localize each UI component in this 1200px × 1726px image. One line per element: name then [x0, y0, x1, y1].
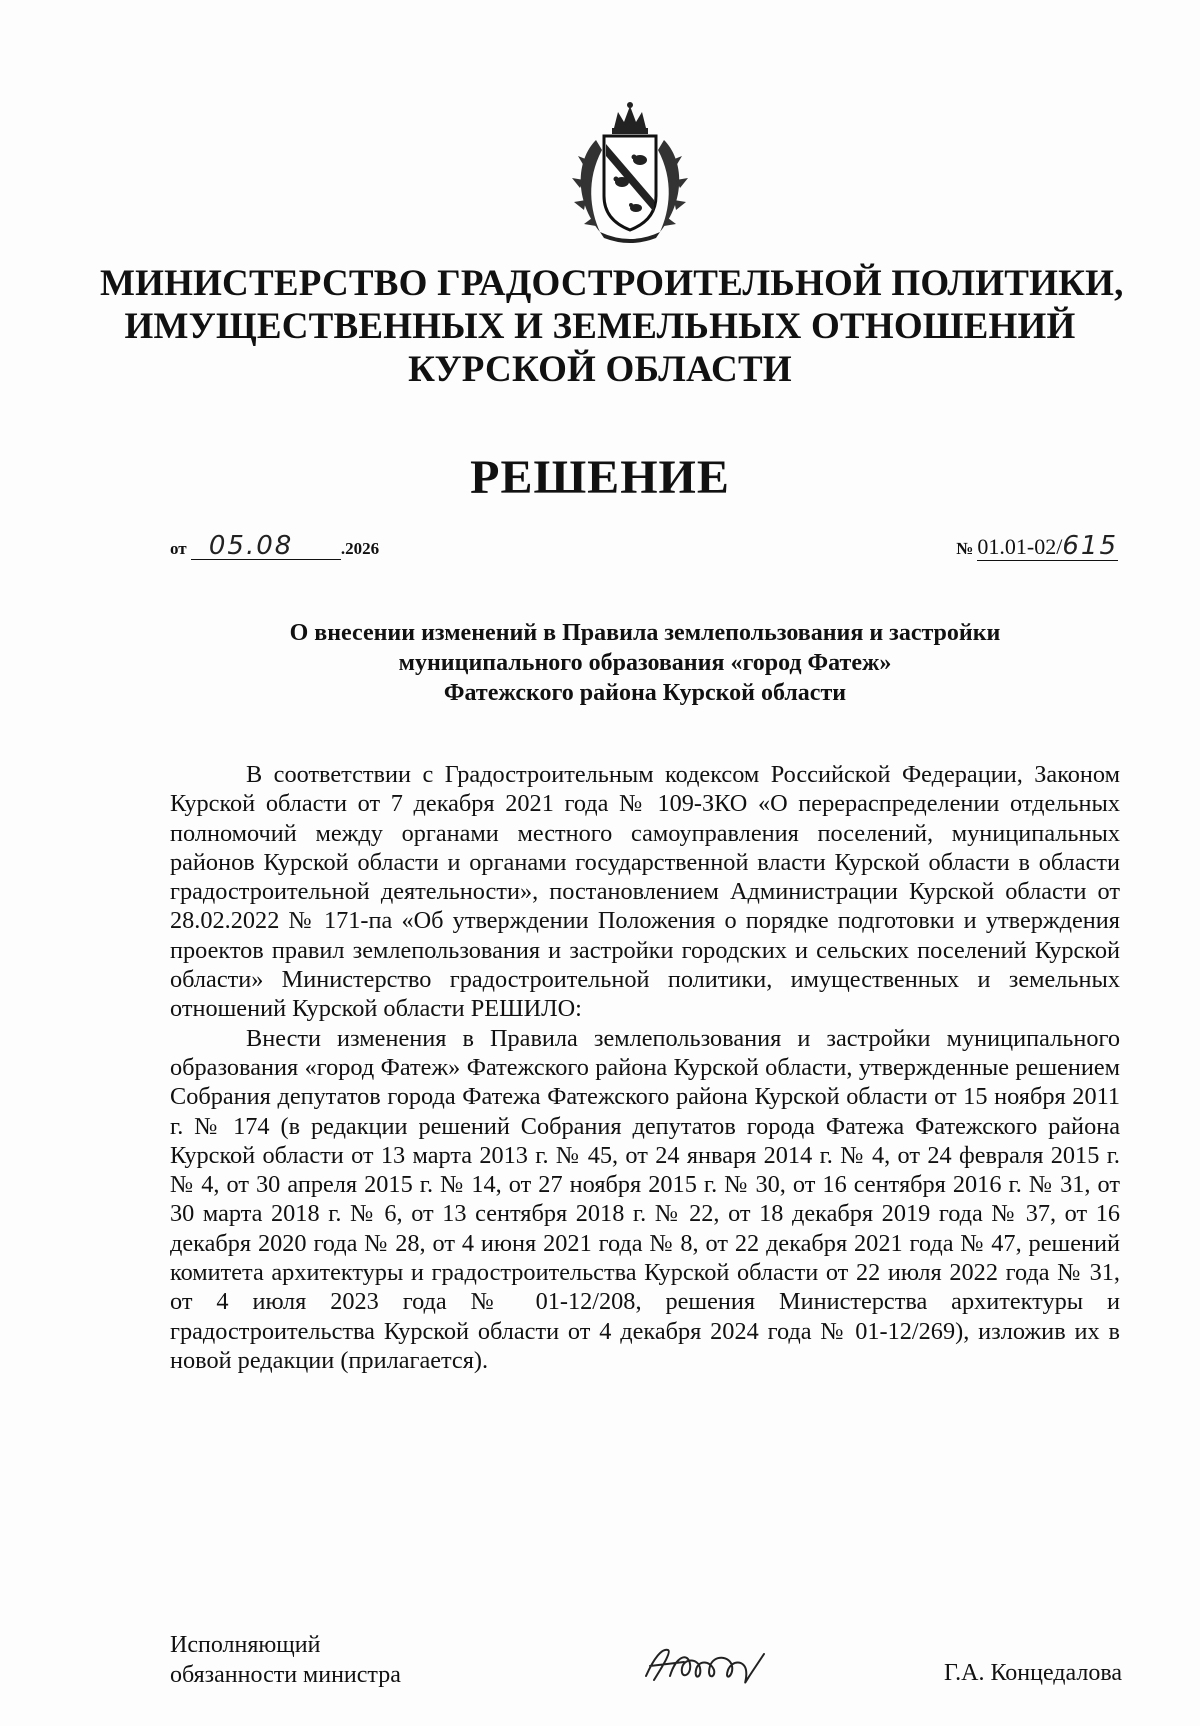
kursk-coat-of-arms-icon: [566, 100, 694, 244]
document-number: [956, 533, 1118, 561]
signatory-name: Г.А. Концедалова: [943, 1660, 1122, 1686]
ministry-name: [100, 262, 1124, 391]
subject-line-1: О внесении изменений в Правила землепользования и застройки: [289, 620, 1001, 646]
number-printed: 01.01-02/: [977, 534, 1063, 559]
ministry-name-line-1: МИНИСТЕРСТВО ГРАДОСТРОИТЕЛЬНОЙ ПОЛИТИКИ,: [100, 263, 1124, 304]
date-year: .2026: [340, 539, 380, 558]
document-body: [170, 760, 1120, 1375]
ministry-name-line-2: ИМУЩЕСТВЕННЫХ И ЗЕМЕЛЬНЫХ ОТНОШЕНИЙ: [124, 306, 1076, 347]
document-subject: [170, 618, 1120, 708]
subject-line-3: Фатежского района Курской области: [443, 680, 847, 706]
signatory-position-line-2: обязанности министра: [170, 1662, 401, 1688]
document-date: [170, 533, 379, 560]
date-handwritten: 05.08: [191, 533, 341, 560]
subject-line-2: муниципального образования «город Фатеж»: [398, 650, 892, 676]
signatory-position-line-1: Исполняющий: [170, 1632, 321, 1658]
number-prefix: №: [956, 539, 974, 558]
ministry-name-line-3: КУРСКОЙ ОБЛАСТИ: [408, 349, 792, 390]
document-type-title: РЕШЕНИЕ: [470, 451, 730, 504]
signatory-position: [170, 1630, 401, 1690]
number-handwritten: 615: [1062, 531, 1118, 561]
body-paragraph-2: Внести изменения в Правила землепользования и застройки муниципального образования «город Фатеж» Фатежского района Курской области, утвержденные решением Собрания депутатов города Фатежа Фатежского района Курской области от 15 ноября 2011 г. № 174 (в редакции решений Собрания депутатов города Фатежа Фатежского района Курской области от 13 марта 2013 г. № 45, от 24 января 2014 г. № 4, от 24 февраля 2015 г. № 4, от 30 апреля 2015 г. № 14, от 27 ноября 2015 г. № 30, от 16 сентября 2016 г. № 31, от 30 марта 2018 г. № 6, от 13 сентября 2018 г. № 22, от 18 декабря 2019 года № 37, от 16 декабря 2020 года № 28, от 4 июня 2021 года № 8, от 22 декабря 2021 года № 47, решений комитета архитектуры и градостроительства Курской области от 22 июля 2022 года № 31, от 4 июля 2023 года № 01-12/208, решения Министерства архитектуры и градостроительства Курской области от 4 декабря 2024 года № 01-12/269), изложив их в новой редакции (прилагается).: [170, 1024, 1120, 1374]
date-prefix: от: [170, 539, 187, 558]
handwritten-signature-icon: [640, 1636, 770, 1692]
number-value: [977, 533, 1118, 561]
body-paragraph-1: В соответствии с Градостроительным кодексом Российской Федерации, Законом Курской области от 7 декабря 2021 года № 109-ЗКО «О перераспределении отдельных полномочий между органами местного самоуправления поселений, муниципальных районов Курской области и органами государственной власти Курской области в области градостроительной деятельности», постановлением Администрации Курской области от 28.02.2022 № 171-па «Об утверждении Положения о порядке подготовки и утверждения проектов правил землепользования и застройки городских и сельских поселений Курской области» Министерство градостроительной политики, имущественных и земельных отношений Курской области РЕШИЛО:: [170, 761, 1120, 1023]
